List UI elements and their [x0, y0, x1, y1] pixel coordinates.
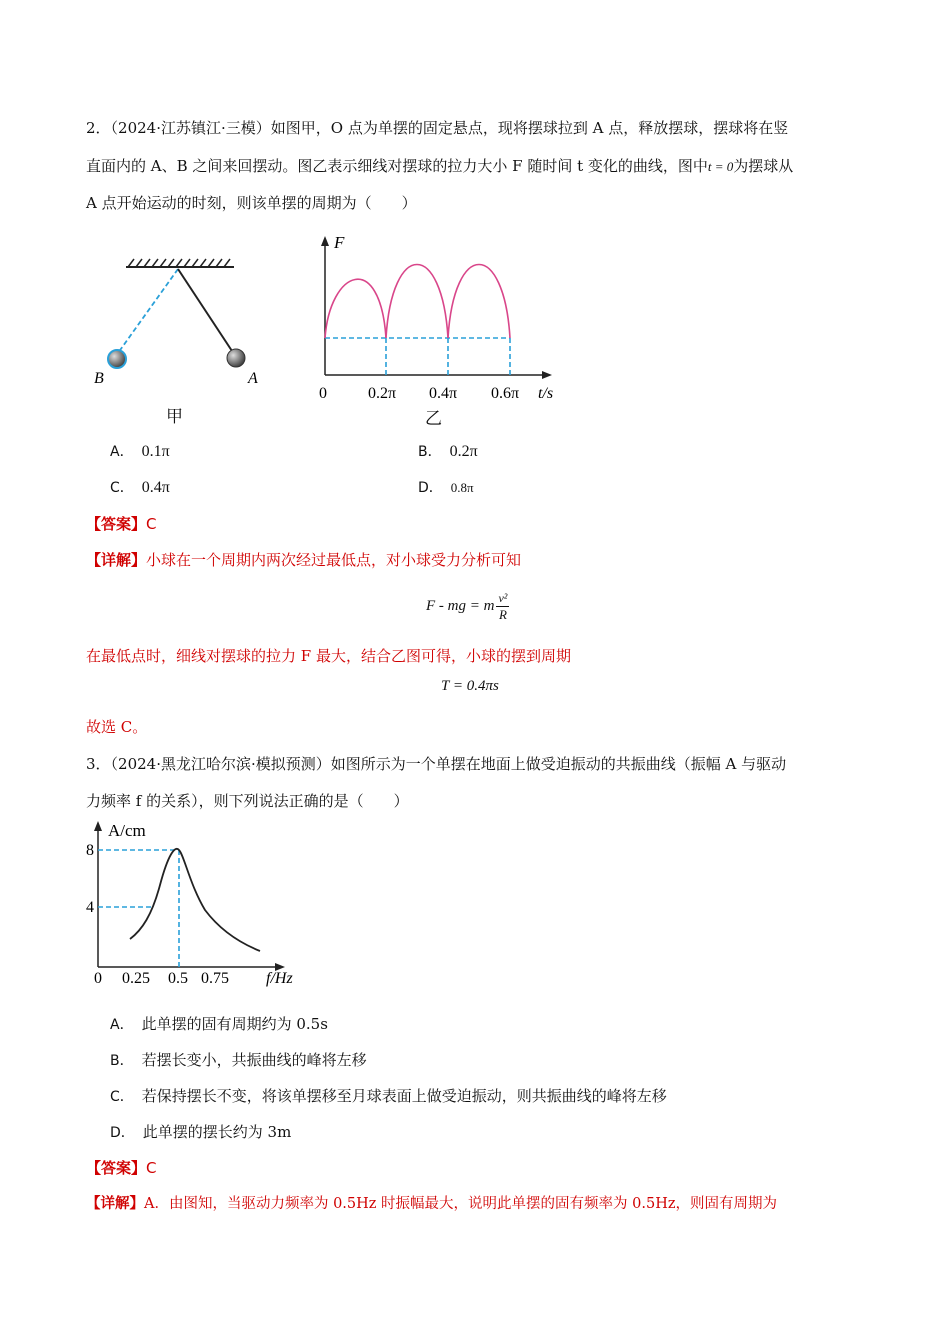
caption-yi: 乙	[425, 409, 442, 429]
tick-0.2pi: 0.2π	[368, 385, 397, 402]
q2-option-a[interactable]	[110, 441, 170, 462]
tick-0.6pi: 0.6π	[491, 385, 520, 402]
q3-text-line2: 力频率 f 的关系），则下列说法正确的是（ ）	[86, 792, 409, 810]
q3-option-d[interactable]	[110, 1122, 291, 1143]
q3-option-b[interactable]	[110, 1050, 367, 1071]
y-tick-4: 4	[86, 899, 94, 916]
q3-text-line1: 如图所示为一个单摆在地面上做受迫振动的共振曲线（振幅 A 与驱动	[330, 755, 787, 773]
q3-answer-tag: 【答案】	[86, 1159, 147, 1177]
y-axis-arrow	[94, 821, 102, 831]
q2-text-line2: 直面内的 A、B 之间来回摆动。图乙表示细线对摆球的拉力大小 F 随时间 t 变化的曲线，图中	[86, 157, 708, 175]
q3-option-c-text: 若保持摆长不变，将该单摆移至月球表面上做受迫振动，则共振曲线的峰将左移	[141, 1087, 667, 1105]
q2-option-b-value: 0.2π	[449, 443, 478, 460]
resonance-curve-figure	[80, 815, 320, 995]
q2-number: 2．	[86, 119, 111, 137]
q2-answer-tag: 【答案】	[86, 515, 147, 533]
q2-option-c[interactable]	[110, 477, 170, 498]
x-tick-0.75: 0.75	[201, 970, 229, 987]
q3-option-b-letter: B．	[110, 1053, 134, 1069]
q3-number: 3．	[86, 755, 111, 773]
q2-option-d-value: 0.8π	[450, 480, 474, 495]
q2-text-line1: 如图甲，O 点为单摆的固定悬点，现将摆球拉到 A 点，释放摆球，摆球将在竖	[270, 119, 789, 137]
x-tick-0.5: 0.5	[168, 970, 188, 987]
x-axis-arrow	[542, 371, 552, 379]
q2-option-b[interactable]	[418, 441, 478, 462]
y-label: F	[334, 233, 345, 252]
eq1-denominator: R	[498, 606, 507, 622]
q2-conclusion: 故选 C。	[86, 718, 148, 736]
q2-equation2: T = 0.4πs	[441, 678, 499, 694]
string-A	[178, 269, 232, 351]
x-label: t/s	[538, 385, 554, 402]
q3-option-a-text: 此单摆的固有周期约为 0.5s	[141, 1015, 328, 1033]
y-tick-8: 8	[86, 842, 94, 859]
eq1-numerator: v²	[498, 590, 508, 605]
y-axis-arrow	[321, 236, 329, 246]
x-tick-0.25: 0.25	[122, 970, 150, 987]
resonance-curve	[130, 849, 260, 951]
ball-B	[108, 350, 126, 368]
dashed-guides	[98, 850, 179, 967]
q3-answer-line	[86, 1158, 157, 1178]
caption-jia: 甲	[166, 407, 183, 427]
q2-line1	[86, 118, 788, 138]
label-B: B	[94, 370, 104, 387]
tick-0.4pi: 0.4π	[429, 385, 458, 402]
tick-0: 0	[319, 385, 327, 402]
q2-conclusion-line	[86, 717, 147, 737]
dashed-string-B	[118, 269, 178, 353]
q3-line2	[86, 791, 409, 811]
q3-option-a-letter: A．	[110, 1017, 134, 1033]
eq1-left: F - mg = m	[426, 597, 495, 614]
q3-line1	[86, 754, 786, 774]
y-label: A/cm	[108, 821, 146, 840]
q3-detail-line1	[86, 1194, 777, 1214]
q3-option-c-letter: C．	[110, 1089, 134, 1105]
q3-option-a[interactable]	[110, 1014, 328, 1035]
q2-detail1: 小球在一个周期内两次经过最低点，对小球受力分析可知	[146, 551, 522, 569]
q2-detail-line2	[86, 646, 571, 666]
q2-line2	[86, 156, 793, 177]
q2-option-d[interactable]	[418, 477, 474, 498]
q2-answer-line	[86, 514, 157, 534]
q3-option-d-letter: D．	[110, 1125, 135, 1141]
force-time-graph	[310, 230, 580, 410]
q2-t0-math: t = 0	[707, 159, 734, 174]
q3-answer: C	[146, 1159, 157, 1177]
x-label: f/Hz	[266, 970, 293, 987]
q2-option-c-value: 0.4π	[141, 479, 170, 496]
q2-detail2: 在最低点时，细线对摆球的拉力 F 最大，结合乙图可得，小球的摆到周期	[86, 647, 571, 665]
dashed-guides	[325, 338, 510, 375]
q2-equation1	[426, 584, 509, 628]
label-A: A	[248, 370, 258, 387]
q2-source: （2024·江苏镇江·三模）	[110, 119, 271, 137]
q2-option-b-letter: B．	[418, 444, 442, 460]
q2-text-line3: A 点开始运动的时刻，则该单摆的周期为（ ）	[86, 194, 417, 212]
q2-answer: C	[146, 515, 157, 533]
q2-detail-line1	[86, 550, 521, 570]
q3-source: （2024·黑龙江哈尔滨·模拟预测）	[110, 755, 331, 773]
q3-detail1: A．由图知，当驱动力频率为 0.5Hz 时振幅最大，说明此单摆的固有频率为 0.5Hz，则固有周期为	[144, 1196, 777, 1212]
q3-option-c[interactable]	[110, 1086, 667, 1107]
q2-detail-tag: 【详解】	[86, 551, 147, 569]
q3-option-b-text: 若摆长变小，共振曲线的峰将左移	[141, 1051, 367, 1069]
q2-option-c-letter: C．	[110, 480, 134, 496]
q2-option-a-value: 0.1π	[141, 443, 170, 460]
q3-option-d-text: 此单摆的摆长约为 3m	[142, 1123, 292, 1141]
ball-A	[227, 349, 245, 367]
force-curve	[325, 265, 510, 339]
x-tick-0: 0	[94, 970, 102, 987]
eq1-fraction	[496, 590, 509, 623]
q2-option-a-letter: A．	[110, 444, 134, 460]
ceiling-hatch	[128, 259, 230, 267]
q2-line3	[86, 193, 417, 213]
q2-text-line2-tail: 为摆球从	[733, 157, 794, 175]
pendulum-figure	[88, 255, 258, 425]
q2-option-d-letter: D．	[418, 480, 443, 496]
q3-detail-tag: 【详解】	[86, 1195, 144, 1212]
